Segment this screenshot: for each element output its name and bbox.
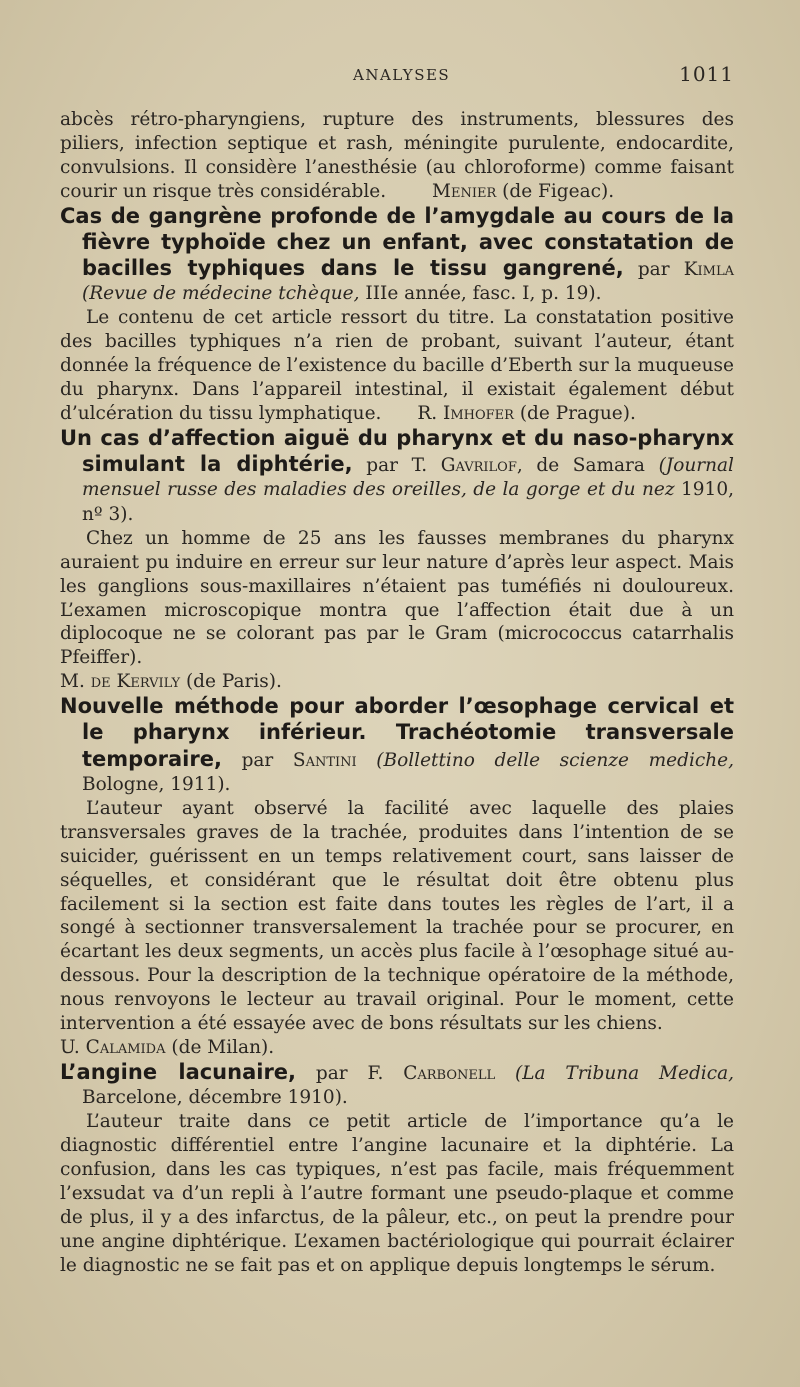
article-heading xyxy=(60,694,734,797)
article-by: par xyxy=(241,749,274,771)
signature-initial: R. xyxy=(417,403,438,425)
article-2 xyxy=(60,426,734,694)
signature-initial: U. xyxy=(60,1037,80,1058)
running-head: ANALYSES xyxy=(353,66,451,84)
article-title: L’angine lacunaire, xyxy=(60,1059,297,1084)
page-header xyxy=(60,62,734,90)
article-body xyxy=(60,306,734,426)
article-1 xyxy=(60,204,734,426)
article-title: Cas de gangrène profonde de l’amygdale au cours de la fièvre typhoïde chez un enfant, avec constatation de bacilles typhiques dans le tissu gangrené, xyxy=(60,203,734,281)
article-author-suffix: , de Samara xyxy=(516,455,645,477)
article-source-details: IIIe année, fasc. I, p. 19). xyxy=(365,283,602,305)
page-number: 1011 xyxy=(679,62,734,86)
signature-line xyxy=(60,670,734,694)
article-by: par F. xyxy=(315,1062,384,1084)
article-source: (Bollettino delle scienze mediche, xyxy=(376,749,734,771)
article-body-text: Chez un homme de 25 ans les fausses membranes du pharynx auraient pu induire en erreur sur leur nature d’après leur aspect. Mais les ganglions sous-maxillaires n’étaient pas tuméfiés ni douloureux. L’examen microscopique montra que l’affection était due à un diplocoque ne se colorant pas par le Gram (micrococcus catarrhalis Pfeiffer). xyxy=(60,527,734,669)
signature-place: (de Milan). xyxy=(171,1037,275,1058)
article-source-details: 1910, nº 3). xyxy=(82,479,734,525)
article-source-details: Bologne, 1911). xyxy=(82,773,231,795)
article-source-details: Barcelone, décembre 1910). xyxy=(82,1087,348,1109)
signature-line xyxy=(60,1036,734,1060)
article-heading xyxy=(60,1060,734,1110)
page-content xyxy=(60,108,734,1278)
intro-text: abcès rétro-pharyngiens, rupture des instruments, blessures des piliers, infection septique et rash, méningite purulente, endocardite, convulsions. Il considère l’anesthésie (au chloroforme) comme faisant courir un risque très considérable. xyxy=(60,109,734,202)
article-by: par T. xyxy=(366,455,428,477)
article-heading xyxy=(60,204,734,307)
signature-name: Calamida xyxy=(85,1037,166,1058)
article-source: (La Tribuna Medica, xyxy=(515,1062,734,1084)
article-by: par xyxy=(637,259,670,281)
signature-place: (de Prague). xyxy=(519,403,636,425)
article-source: (Journal mensuel russe des maladies des oreilles, de la gorge et du nez xyxy=(82,455,734,501)
signature-place: (de Figeac). xyxy=(502,180,615,202)
article-author: Carbonell xyxy=(403,1062,496,1084)
article-body-text: L’auteur traite dans ce petit article de l’importance qu’a le diagnostic différentiel entre l’angine lacunaire et la diphtérie. La confusion, dans les cas typiques, n’est pas facile, mais fréquemment l’exsudat va d’un repli à l’autre formant une pseudo-plaque et comme de plus, il y a des infarctus, de la pâleur, etc., on peut la prendre pour une angine diphtérique. L’examen bactériologique qui pourrait éclairer le diagnostic ne se fait pas et on applique depuis longtemps le sérum. xyxy=(60,1111,734,1276)
signature-place: (de Paris). xyxy=(185,671,282,693)
article-body xyxy=(60,797,734,1036)
intro-paragraph xyxy=(60,108,734,204)
article-body-text: L’auteur ayant observé la facilité avec laquelle des plaies transversales graves de la trachée, produites dans l’intention de se suicider, guérissent en un temps relativement court, sans laisser de séquelles, et considérant que le résultat doit être obtenu plus facilement si la section est faite dans toutes les règles de l’art, il a songé à sectionner transversalement la trachée pour se procurer, en écartant les deux segments, un accès plus facile à l’œsophage situé au-dessous. Pour la description de la technique opératoire de la méthode, nous renvoyons le lecteur au travail original. Pour le moment, cette intervention a été essayée avec de bons résultats sur les chiens. xyxy=(60,797,734,1035)
signature-name: Menier xyxy=(432,180,497,202)
article-body xyxy=(60,1110,734,1277)
article-4 xyxy=(60,1060,734,1278)
article-author: Kimla xyxy=(683,259,734,281)
article-title: Un cas d’affection aiguë du pharynx et du naso-pharynx simulant la diphtérie, xyxy=(60,425,734,477)
article-source: (Revue de médecine tchèque, xyxy=(82,283,360,305)
signature-name: Imhofer xyxy=(443,403,514,425)
signature-initial: M. xyxy=(60,671,85,693)
article-body xyxy=(60,527,734,670)
article-heading xyxy=(60,426,734,527)
article-3 xyxy=(60,694,734,1060)
signature-name: de Kervily xyxy=(90,671,181,693)
article-title: Nouvelle méthode pour aborder l’œsophage cervical et le pharynx inférieur. Trachéotomie transversale temporaire, xyxy=(60,694,734,771)
article-body-text: Le contenu de cet article ressort du titre. La constatation positive des bacilles typhiques n’a rien de probant, suivant l’auteur, étant donnée la fréquence de l’existence du bacille d’Eberth sur la muqueuse du pharynx. Dans l’appareil intestinal, il existait également début d’ulcération du tissu lymphatique. xyxy=(60,307,734,425)
article-author: Santini xyxy=(292,749,357,771)
article-author: Gavrilof xyxy=(440,455,517,477)
